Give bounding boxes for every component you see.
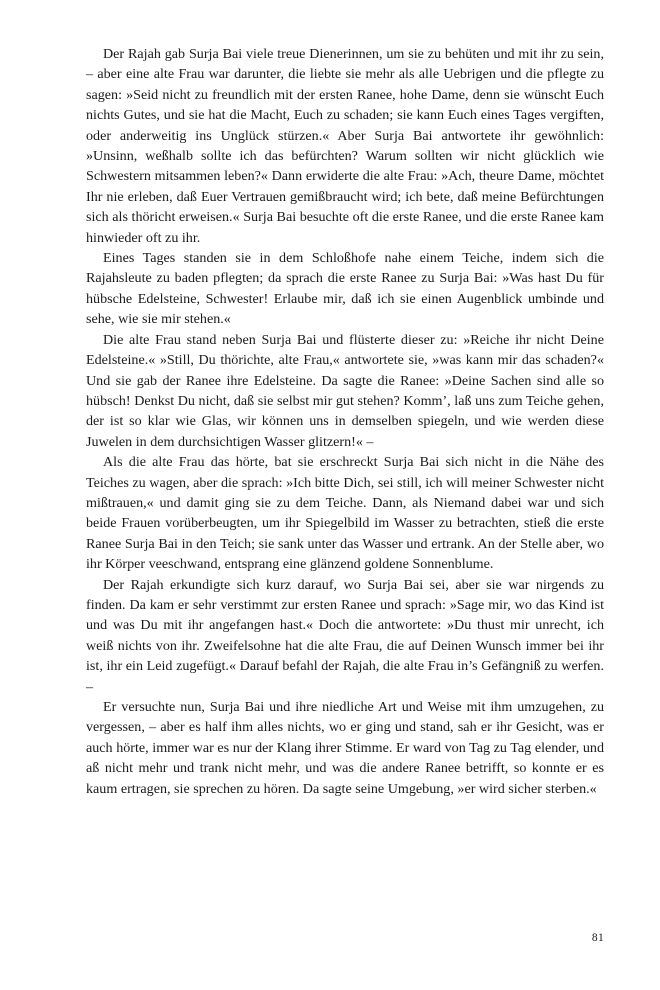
paragraph-5: Der Rajah erkundigte sich kurz darauf, wo Surja Bai sei, aber sie war nirgends zu finden. Da kam er sehr verstimmt zur ersten Ranee und sprach: »Sage mir, wo das Kind ist und was Du mit ihr angefangen hast.« Doch die antwortete: »Du thust mir unrecht, ich weiß nichts von ihr. Zweifelsohne hat die alte Frau, die auf Deinen Wunsch immer bei ihr ist, ihr ein Leid zugefügt.« Darauf befahl der Rajah, die alte Frau in’s Gefängniß zu werfen. –	[86, 576, 604, 695]
page-number: 81	[591, 932, 604, 944]
paragraph-1: Der Rajah gab Surja Bai viele treue Dienerinnen, um sie zu behüten und mit ihr zu sein, – aber eine alte Frau war darunter, die liebte sie mehr als alle Uebrigen und die pflegte zu sagen: »Seid nicht zu freundlich mit der ersten Ranee, hohe Dame, denn sie wünscht Euch nichts Gutes, und sie hat die Macht, Euch zu schaden; sie kann Euch eines Tages vergiften, oder anderweitig ins Unglück stürzen.« Aber Surja Bai antwortete ihr gewöhnlich: »Unsinn, weßhalb sollte ich das befürchten? Warum sollten wir nicht glücklich wie Schwestern mitsammen leben?« Dann erwiderte die alte Frau: »Ach, theure Dame, möchtet Ihr nie erleben, daß Euer Vertrauen gemißbraucht wird; ich bete, daß meine Befürchtungen sich als thöricht erweisen.« Surja Bai besuchte oft die erste Ranee, und die erste Ranee kam hinwieder oft zu ihr.	[86, 46, 604, 246]
paragraph-6: Er versuchte nun, Surja Bai und ihre niedliche Art und Weise mit ihm umzugehen, zu vergessen, – aber es half ihm alles nichts, wo er ging und stand, sah er ihr Gesicht, was er auch hörte, immer war es nur der Klang ihrer Stimme. Er ward von Tag zu Tag elender, und aß nicht mehr und trank nicht mehr, und was die andere Ranee betrifft, so konnte er es kaum ertragen, sie sprechen zu hören. Da sagte seine Umgebung, »er wird sicher sterben.«	[86, 699, 604, 797]
paragraph-4: Als die alte Frau das hörte, bat sie erschreckt Surja Bai sich nicht in die Nähe des Teiches zu wagen, aber die sprach: »Ich bitte Dich, sei still, ich will meiner Schwester nicht mißtrauen,« und damit ging sie zu dem Teiche. Dann, als Niemand dabei war und sich beide Frauen vorüberbeugten, um ihr Spiegelbild im Wasser zu betrachten, stieß die erste Ranee Surja Bai in den Teich; sie sank unter das Wasser und ertrank. An der Stelle aber, wo ihr Körper veeschwand, entsprang eine glänzend goldene Sonnenblume.	[86, 454, 604, 573]
paragraph-3: Die alte Frau stand neben Surja Bai und flüsterte dieser zu: »Reiche ihr nicht Deine Edelsteine.« »Still, Du thörichte, alte Frau,« antwortete sie, »was kann mir das schaden?« Und sie gab der Ranee ihre Edelsteine. Da sagte die Ranee: »Deine Sachen sind alle so hübsch! Denkst Du nicht, daß sie selbst mir gut stehen? Komm’, laß uns zum Teiche gehen, der ist so klar wie Glas, wir können uns in demselben spiegeln, und wie werden diese Juwelen in dem durchsichtigen Wasser glitzern!« –	[86, 331, 604, 450]
paragraph-2: Eines Tages standen sie in dem Schloßhofe nahe einem Teiche, indem sich die Rajahsleute zu baden pflegten; da sprach die erste Ranee zu Surja Bai: »Was hast Du für hübsche Edelsteine, Schwester! Erlaube mir, daß ich sie einen Augenblick umbinde und sehe, wie sie mir stehen.«	[86, 250, 604, 328]
page-body	[86, 44, 604, 799]
